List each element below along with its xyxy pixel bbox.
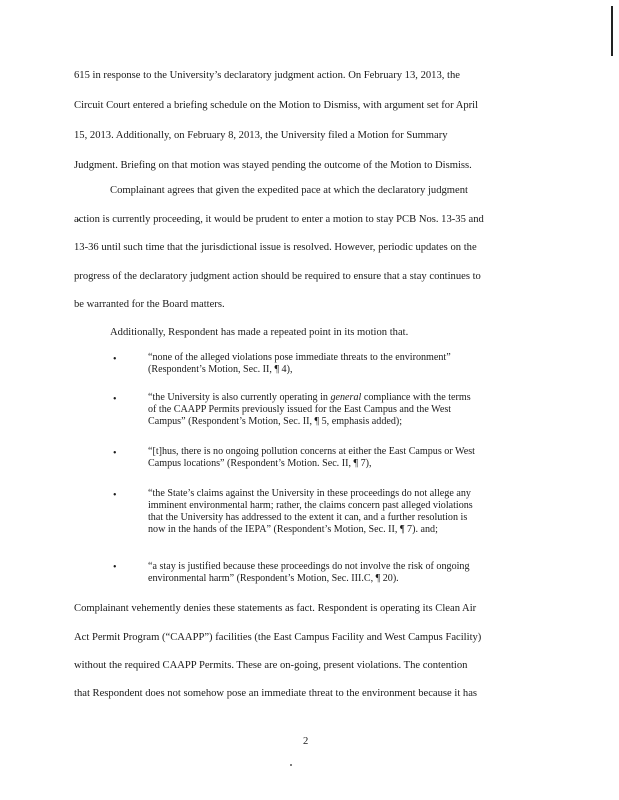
quote-line: now in the hands of the IEPA” (Respondent’s Motion, Sec. II, ¶ 7). and; <box>148 524 438 535</box>
text-line: 15, 2013. Additionally, on February 8, 2013, the University filed a Motion for Summary <box>74 130 448 141</box>
quote-line: environmental harm” (Respondent’s Motion, Sec. III.C, ¶ 20). <box>148 573 399 584</box>
emphasis-text: general <box>330 392 362 403</box>
quote-line: “none of the alleged violations pose immediate threats to the environment” <box>148 352 451 363</box>
text-line: that Respondent does not somehow pose an immediate threat to the environment because it has <box>74 688 478 699</box>
quote-line: of the CAAPP Permits previously issued for the East Campus and the West <box>148 404 452 415</box>
text-line: Additionally, Respondent has made a repeated point in its motion that. <box>110 327 409 338</box>
text-line: Complainant vehemently denies these statements as fact. Respondent is operating its Clean Air <box>74 603 477 614</box>
text-line: Judgment. Briefing on that motion was stayed pending the outcome of the Motion to Dismiss. <box>74 160 472 171</box>
text-line: Circuit Court entered a briefing schedule on the Motion to Dismiss, with argument set for April <box>74 100 479 111</box>
quote-line: (Respondent’s Motion, Sec. II, ¶ 4), <box>148 364 293 375</box>
text-line: action is currently proceeding, it would be prudent to enter a motion to stay PCB Nos. 13-35 and <box>74 214 484 225</box>
quote-line: “the State’s claims against the University in these proceedings do not allege any <box>148 488 471 499</box>
text-line: Complainant agrees that given the expedited pace at which the declaratory judgment <box>110 185 468 196</box>
text-line: 615 in response to the University’s declaratory judgment action. On February 13, 2013, the <box>74 70 460 81</box>
quote-line: “a stay is justified because these proceedings do not involve the risk of ongoing <box>148 561 470 572</box>
quote-line: Campus locations” (Respondent’s Motion. Sec. II, ¶ 7), <box>148 458 372 469</box>
quote-line <box>148 392 548 404</box>
bullet-icon: • <box>113 562 117 573</box>
bullet-icon: • <box>113 394 117 405</box>
bullet-icon: • <box>113 354 117 365</box>
scan-edge-mark <box>611 6 613 56</box>
quote-line: “[t]hus, there is no ongoing pollution concerns at either the East Campus or West <box>148 446 475 457</box>
quote-line: that the University has addressed to the extent it can, and a further resolution is <box>148 512 468 523</box>
bullet-icon: • <box>113 490 117 501</box>
quote-text: compliance with the terms <box>361 392 471 403</box>
quote-line: imminent environmental harm; rather, the claims concern past alleged violations <box>148 500 473 511</box>
quote-line: Campus” (Respondent’s Motion, Sec. II, ¶ 5, emphasis added); <box>148 416 403 427</box>
scan-speck <box>290 764 292 766</box>
text-line: be warranted for the Board matters. <box>74 299 225 310</box>
bullet-icon: • <box>113 448 117 459</box>
page-number: 2 <box>303 736 309 747</box>
text-line: 13-36 until such time that the jurisdictional issue is resolved. However, periodic updates on the <box>74 242 477 253</box>
text-line: progress of the declaratory judgment action should be required to ensure that a stay continues to <box>74 271 481 282</box>
quote-text: “the University is also currently operating in <box>148 392 331 403</box>
text-line: Act Permit Program (“CAAPP”) facilities (the East Campus Facility and West Campus Facility) <box>74 632 482 643</box>
text-line: without the required CAAPP Permits. These are on-going, present violations. The contention <box>74 660 468 671</box>
